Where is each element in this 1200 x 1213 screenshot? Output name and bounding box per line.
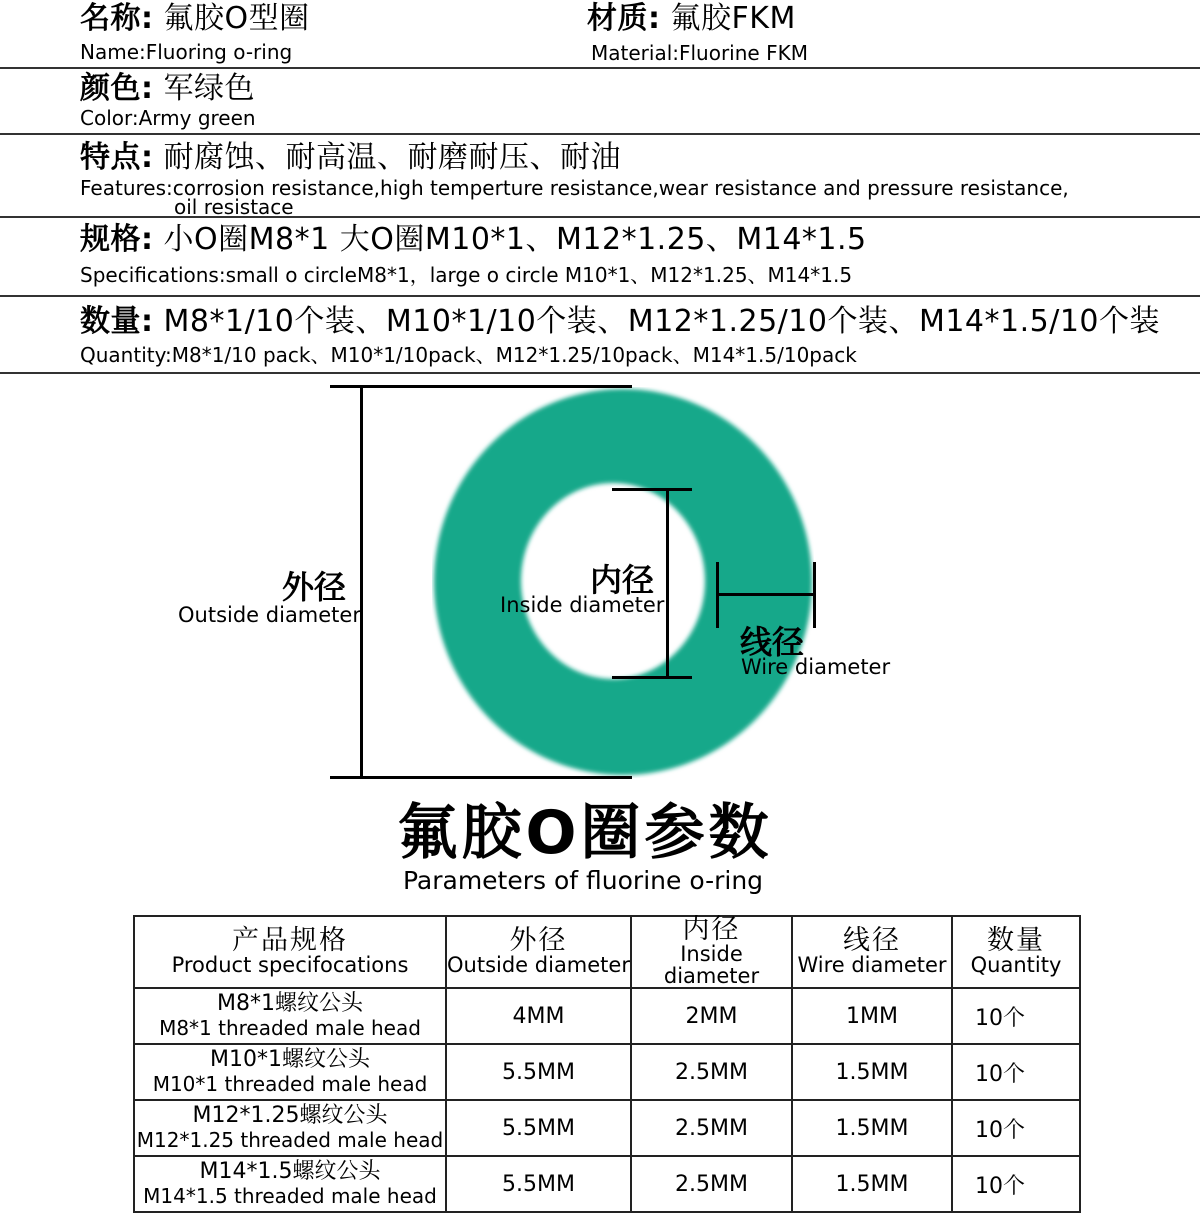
cell-spec [134, 988, 446, 1044]
quantity-en: Quantity:M8*1/10 pack、M10*1/10pack、M12*1.25/10pack、M14*1.5/10pack [80, 343, 857, 367]
quantity-label: 数量: [80, 304, 154, 339]
cell-wire: 1MM [792, 988, 952, 1044]
cell-inside: 2.5MM [631, 1044, 792, 1100]
cell-spec-en: M8*1 threaded male head [159, 1016, 421, 1040]
material-line [587, 2, 796, 36]
cell-spec-en: M10*1 threaded male head [152, 1072, 428, 1096]
divider [0, 295, 1200, 297]
outside-diameter-bottom-line [330, 776, 632, 779]
column-header-en: Wire diameter [797, 953, 947, 977]
column-header-inside [631, 916, 792, 988]
color-line [80, 72, 255, 106]
spec-en: Specifications:small o circleM8*1，large o circle M10*1、M12*1.25、M14*1.5 [80, 263, 853, 287]
material-en: Material:Fluorine FKM [591, 41, 808, 65]
cell-quantity: 10个 [952, 1100, 1080, 1156]
cell-wire: 1.5MM [792, 1156, 952, 1212]
cell-outside: 5.5MM [446, 1044, 631, 1100]
column-header-en: Outside diameter [447, 953, 630, 977]
cell-outside: 5.5MM [446, 1100, 631, 1156]
quantity-line [80, 305, 1160, 339]
cell-spec [134, 1044, 446, 1100]
params-table [133, 915, 1081, 1213]
wire-diameter-en: Wire diameter [741, 655, 891, 679]
cell-wire: 1.5MM [792, 1100, 952, 1156]
name-value: 氟胶O型圈 [163, 1, 310, 36]
column-header-zh: 产品规格 [232, 925, 348, 956]
cell-spec-zh: M10*1螺纹公头 [210, 1047, 370, 1072]
divider [0, 372, 1200, 374]
name-line [80, 2, 310, 36]
table-row [134, 1156, 1080, 1212]
cell-inside: 2.5MM [631, 1100, 792, 1156]
cell-spec-en: M14*1.5 threaded male head [143, 1184, 437, 1208]
cell-spec [134, 1100, 446, 1156]
inside-diameter-en: Inside diameter [500, 593, 665, 617]
spec-line [80, 223, 867, 257]
divider [0, 67, 1200, 69]
cell-spec-zh: M14*1.5螺纹公头 [199, 1159, 381, 1184]
table-row [134, 988, 1080, 1044]
quantity-value: M8*1/10个装、M10*1/10个装、M12*1.25/10个装、M14*1.5/10个装 [163, 304, 1160, 339]
inside-diameter-bottom-line [612, 676, 692, 679]
features-line [80, 141, 621, 175]
material-value: 氟胶FKM [670, 1, 796, 36]
features-label: 特点: [80, 140, 154, 175]
column-header-en: Product specifocations [171, 953, 409, 977]
column-header-spec [134, 916, 446, 988]
inside-diameter-line [666, 489, 669, 678]
spec-value: 小O圈M8*1 大O圈M10*1、M12*1.25、M14*1.5 [163, 222, 867, 257]
features-value: 耐腐蚀、耐高温、耐磨耐压、耐油 [163, 140, 622, 175]
column-header-zh: 内径 [682, 914, 741, 945]
divider [0, 216, 1200, 218]
divider [0, 133, 1200, 135]
column-header-quantity [952, 916, 1080, 988]
column-header-outside [446, 916, 631, 988]
outside-diameter-top-line [330, 385, 632, 388]
cell-spec-en: M12*1.25 threaded male head [136, 1128, 444, 1152]
inside-diameter-zh: 内径 [590, 561, 655, 599]
params-subtitle: Parameters of fluorine o-ring [402, 866, 764, 895]
color-label: 颜色: [80, 71, 154, 106]
outside-diameter-en: Outside diameter [178, 603, 361, 627]
outside-diameter-line [360, 386, 363, 778]
material-label: 材质: [587, 1, 661, 36]
color-value: 军绿色 [163, 71, 256, 106]
cell-wire: 1.5MM [792, 1044, 952, 1100]
cell-spec [134, 1156, 446, 1212]
params-title: 氟胶O圈参数 [397, 798, 773, 868]
column-header-zh: 数量 [987, 925, 1045, 956]
features-en-line1: Features:corrosion resistance,high temperture resistance,wear resistance and pressure resistance, [80, 176, 1069, 200]
cell-spec-zh: M12*1.25螺纹公头 [192, 1103, 388, 1128]
spec-label: 规格: [80, 222, 154, 257]
wire-diameter-zh: 线径 [740, 623, 805, 661]
cell-inside: 2.5MM [631, 1156, 792, 1212]
column-header-zh: 线径 [843, 925, 901, 956]
table-header-row [134, 916, 1080, 988]
cell-quantity: 10个 [952, 1156, 1080, 1212]
outside-diameter-zh: 外径 [282, 568, 347, 606]
wire-diameter-line [717, 593, 815, 596]
column-header-wire [792, 916, 952, 988]
cell-quantity: 10个 [952, 988, 1080, 1044]
cell-inside: 2MM [631, 988, 792, 1044]
table-row [134, 1044, 1080, 1100]
inside-diameter-top-line [612, 488, 692, 491]
cell-outside: 4MM [446, 988, 631, 1044]
column-header-zh: 外径 [509, 925, 568, 956]
name-label: 名称: [80, 1, 154, 36]
features-en-line2: oil resistace [174, 195, 294, 219]
cell-quantity: 10个 [952, 1044, 1080, 1100]
color-en: Color:Army green [80, 106, 256, 130]
column-header-en: Quantity [970, 953, 1062, 977]
cell-spec-zh: M8*1螺纹公头 [217, 991, 363, 1016]
table-row [134, 1100, 1080, 1156]
cell-outside: 5.5MM [446, 1156, 631, 1212]
name-en: Name:Fluoring o-ring [80, 40, 293, 64]
column-header-en: Inside diameter [663, 942, 760, 988]
